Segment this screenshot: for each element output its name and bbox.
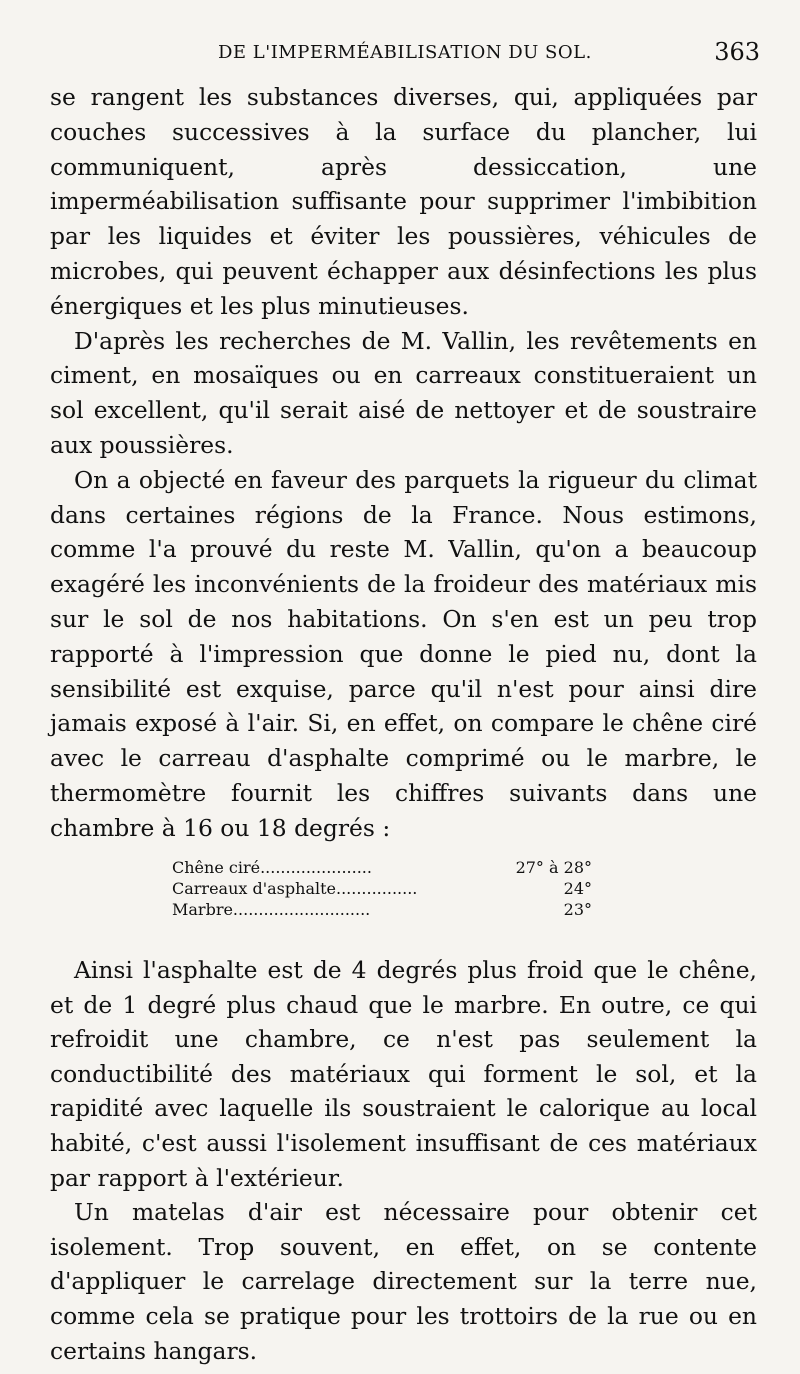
running-head [50, 38, 760, 72]
table-row [172, 878, 592, 899]
body-text-top [50, 80, 757, 846]
running-title: DE L'IMPERMÉABILISATION DU SOL. [218, 42, 592, 63]
temperature-table [172, 857, 592, 920]
paragraph-matelas: Un matelas d'air est nécessaire pour obtenir cet isolement. Trop souvent, en effet, on se contente d'appliquer le carrelage directement sur la terre nue, comme cela se pratique pour les trottoirs de la rue ou en certains hangars. [50, 1198, 757, 1365]
body-text-bottom [50, 953, 757, 1368]
temperature-value: 27° à 28° [515, 858, 592, 877]
material-label: Marbre........................... [172, 900, 371, 919]
paragraph-continuation: se rangent les substances diverses, qui, appliquées par couches successives à la surface du plancher, lui communiquent, après dessiccation, une imperméabilisation suffisante pour supprimer l'imbibition par les liquides et éviter les poussières, véhicules de microbes, qui peuvent échapper aux désinfections les plus énergiques et les plus minutieuses. [50, 83, 757, 320]
table-row [172, 857, 592, 878]
table-row [172, 899, 592, 920]
page-number: 363 [714, 38, 760, 66]
material-label: Carreaux d'asphalte................ [172, 879, 418, 898]
temperature-value: 23° [563, 900, 592, 919]
paragraph-climat: On a objecté en faveur des parquets la rigueur du climat dans certaines régions de la France. Nous estimons, comme l'a prouvé du reste M. Vallin, qu'on a beaucoup exagéré les inconvénients de la froideur des matériaux mis sur le sol de nos habitations. On s'en est un peu trop rapporté à l'impression que donne le pied nu, dont la sensibilité est exquise, parce qu'il n'est pour ainsi dire jamais exposé à l'air. Si, en effet, on compare le chêne ciré avec le carreau d'asphalte comprimé ou le marbre, le thermomètre fournit les chiffres suivants dans une chambre à 16 ou 18 degrés : [50, 465, 757, 842]
paragraph-asphalte: Ainsi l'asphalte est de 4 degrés plus froid que le chêne, et de 1 degré plus chaud que le marbre. En outre, ce qui refroidit une chambre, ce n'est pas seulement la conductibilité des matériaux qui forment le sol, et la rapidité avec laquelle ils soustraient le calorique au local habité, c'est aussi l'isolement insuffisant de ces matériaux par rapport à l'extérieur. [50, 956, 757, 1192]
paragraph-vallin: D'après les recherches de M. Vallin, les revêtements en ciment, en mosaïques ou en carreaux constitueraient un sol excellent, qu'il serait aisé de nettoyer et de soustraire aux poussières. [50, 326, 757, 459]
material-label: Chêne ciré...................... [172, 858, 372, 877]
temperature-value: 24° [563, 879, 592, 898]
